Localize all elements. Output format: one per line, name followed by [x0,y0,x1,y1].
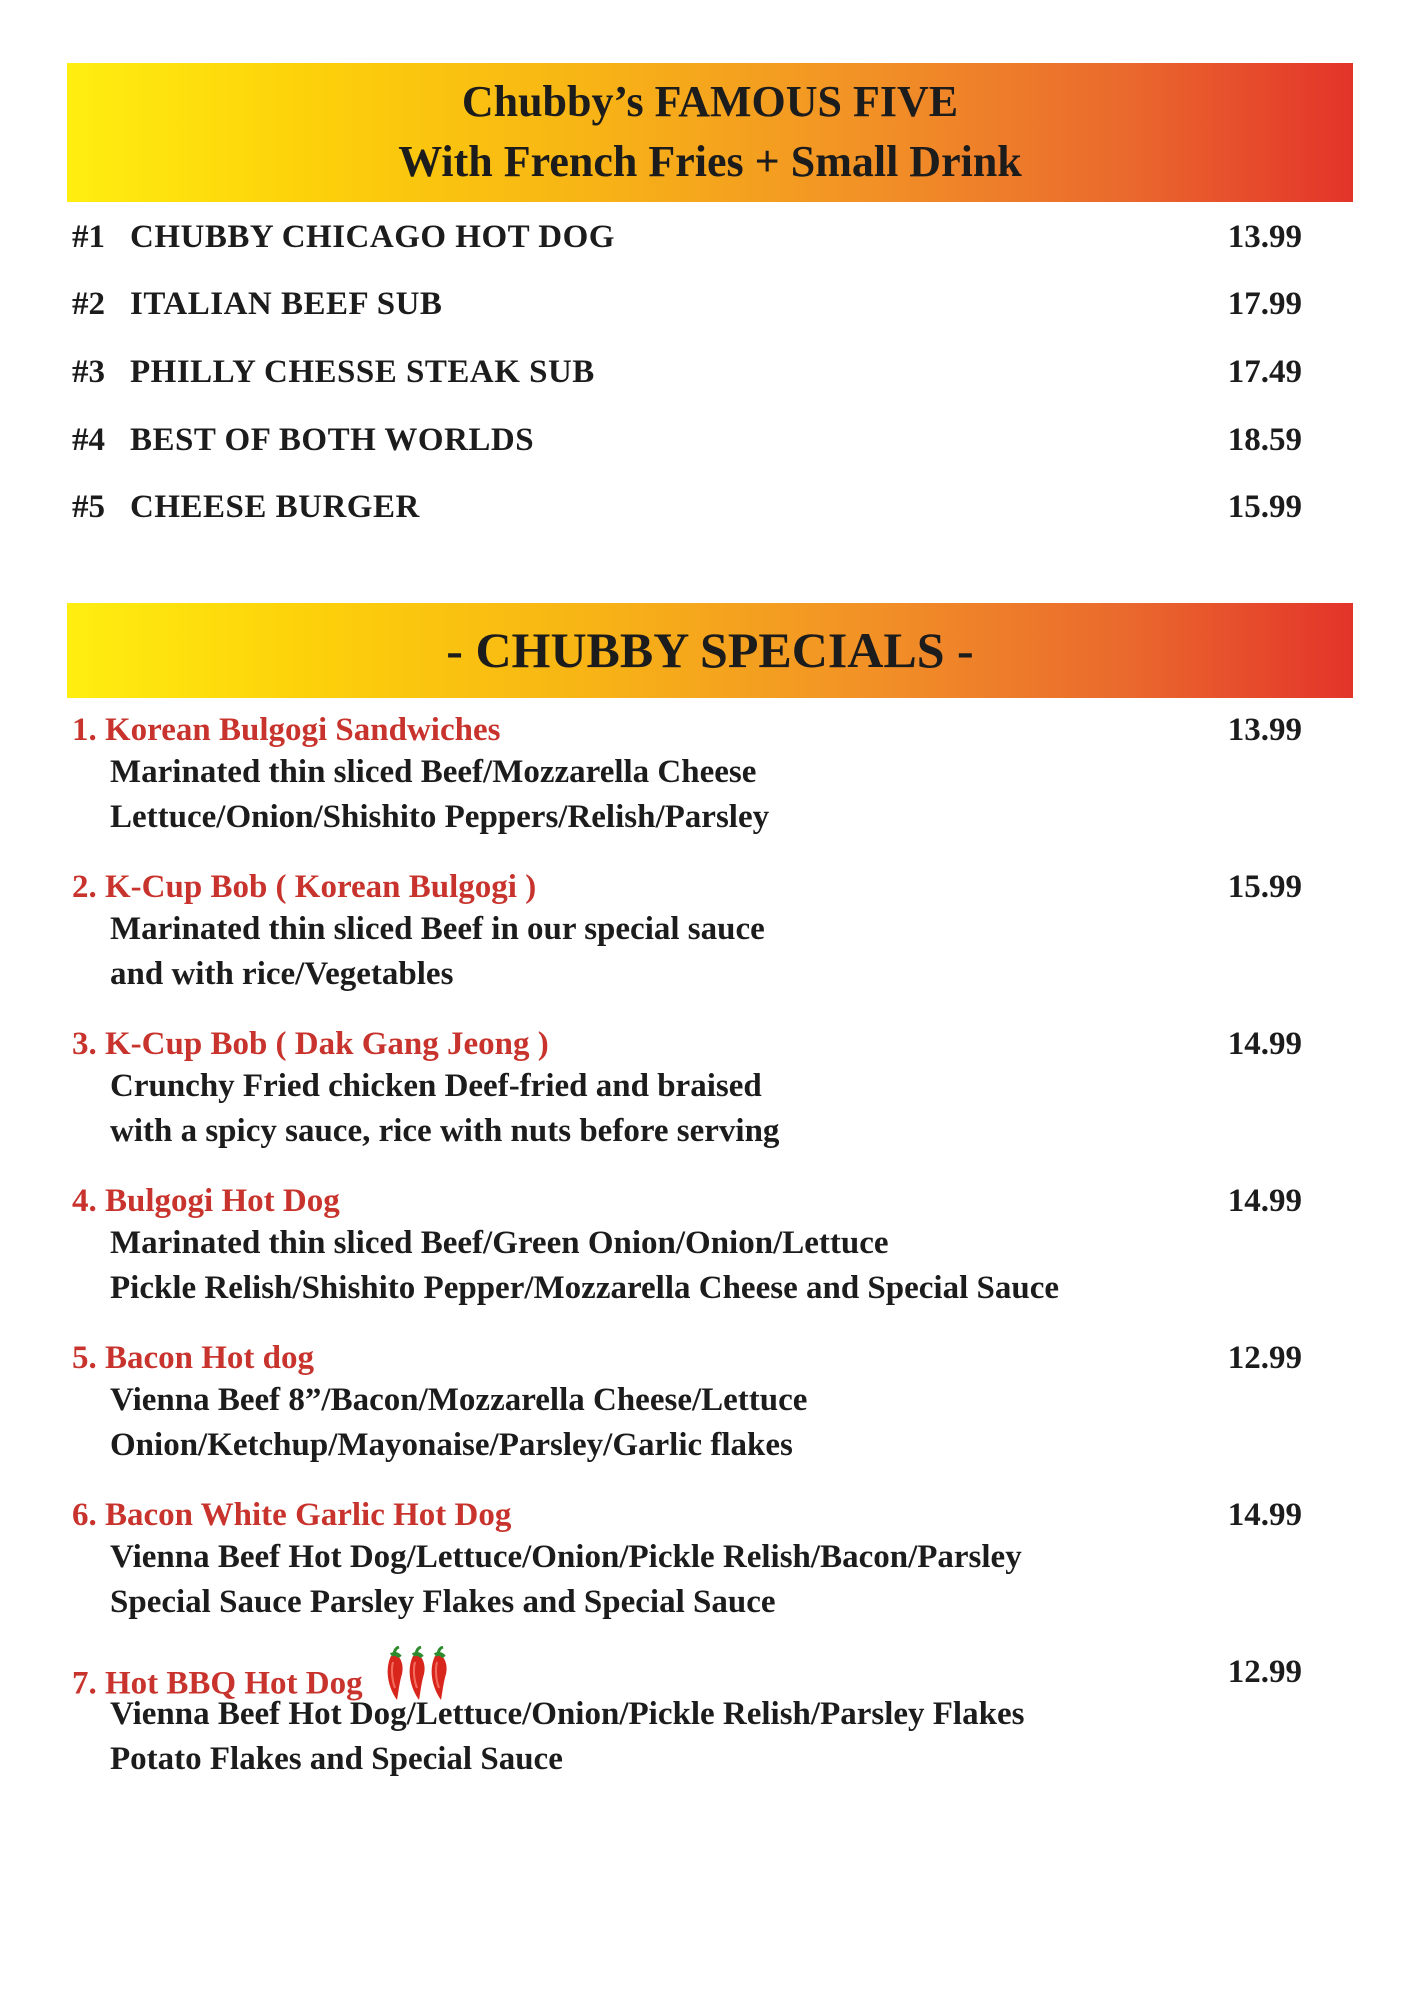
famous-five-item [72,284,1302,324]
special-item [72,1181,1302,1311]
special-item-desc-line: Onion/Ketchup/Mayonaise/Parsley/Garlic flakes [110,1427,793,1463]
item-name: ITALIAN BEEF SUB [130,286,443,322]
item-number: #1 [72,219,105,255]
item-price: 15.99 [1227,489,1302,525]
famous-five-banner [67,63,1353,202]
item-name: PHILLY CHESSE STEAK SUB [130,354,595,390]
item-price: 17.49 [1227,354,1302,390]
famous-five-title: Chubby’s FAMOUS FIVE [461,77,959,126]
special-item-title: 5. Bacon Hot dog [72,1340,315,1376]
special-item-desc-line: Crunchy Fried chicken Deef-fried and braised [110,1068,762,1104]
special-item-desc-line: Special Sauce Parsley Flakes and Special Sauce [110,1584,776,1620]
special-item [72,1495,1302,1625]
special-item-price: 12.99 [1227,1654,1302,1690]
specials-banner [67,603,1353,698]
special-item [72,1338,1302,1468]
special-item-title-row [72,1652,1302,1702]
special-item-desc-line: Marinated thin sliced Beef/Mozzarella Cheese [110,754,757,790]
special-item-desc-line: Marinated thin sliced Beef/Green Onion/Onion/Lettuce [110,1225,889,1261]
special-item [72,1652,1302,1782]
item-price: 13.99 [1227,219,1302,255]
item-name: CHUBBY CHICAGO HOT DOG [130,219,615,255]
item-number: #5 [72,489,105,525]
chili-pepper-icon [383,1646,455,1714]
special-item-desc-line: Marinated thin sliced Beef in our special sauce [110,911,765,947]
special-item-price: 14.99 [1227,1026,1302,1062]
famous-five-subtitle: With French Fries + Small Drink [398,137,1022,186]
famous-five-item [72,487,1302,527]
special-item-title: 7. Hot BBQ Hot Dog [72,1665,363,1702]
special-item-title: 3. K-Cup Bob ( Dak Gang Jeong ) [72,1026,549,1062]
special-item-price: 15.99 [1227,869,1302,905]
special-item-desc-line: Lettuce/Onion/Shishito Peppers/Relish/Parsley [110,799,770,835]
special-item-desc-line: Pickle Relish/Shishito Pepper/Mozzarella Cheese and Special Sauce [110,1270,1060,1306]
special-item-desc-line: Vienna Beef 8”/Bacon/Mozzarella Cheese/Lettuce [110,1382,808,1418]
special-item-desc-line: and with rice/Vegetables [110,956,454,992]
special-item-price: 13.99 [1227,712,1302,748]
special-item-desc-line: with a spicy sauce, rice with nuts before serving [110,1113,780,1149]
special-item-title: 1. Korean Bulgogi Sandwiches [72,712,501,748]
item-number: #4 [72,422,105,458]
special-item-title: 2. K-Cup Bob ( Korean Bulgogi ) [72,869,537,905]
special-item-price: 12.99 [1227,1340,1302,1376]
specials-title: - CHUBBY SPECIALS - [446,622,974,678]
item-number: #3 [72,354,105,390]
special-item [72,867,1302,997]
special-item-title: 6. Bacon White Garlic Hot Dog [72,1497,512,1533]
famous-five-item [72,352,1302,392]
special-item-title: 4. Bulgogi Hot Dog [72,1183,340,1219]
special-item [72,710,1302,840]
special-item-desc-line: Potato Flakes and Special Sauce [110,1741,563,1777]
famous-five-item [72,420,1302,460]
special-item-desc-line: Vienna Beef Hot Dog/Lettuce/Onion/Pickle Relish/Bacon/Parsley [110,1539,1022,1575]
item-name: BEST OF BOTH WORLDS [130,422,535,458]
item-price: 17.99 [1227,286,1302,322]
famous-five-item [72,217,1302,257]
item-name: CHEESE BURGER [130,489,420,525]
special-item [72,1024,1302,1154]
special-item-price: 14.99 [1227,1183,1302,1219]
item-price: 18.59 [1227,422,1302,458]
special-item-price: 14.99 [1227,1497,1302,1533]
item-number: #2 [72,286,105,322]
special-item-desc-line: Vienna Beef Hot Dog/Lettuce/Onion/Pickle Relish/Parsley Flakes [110,1696,1025,1732]
